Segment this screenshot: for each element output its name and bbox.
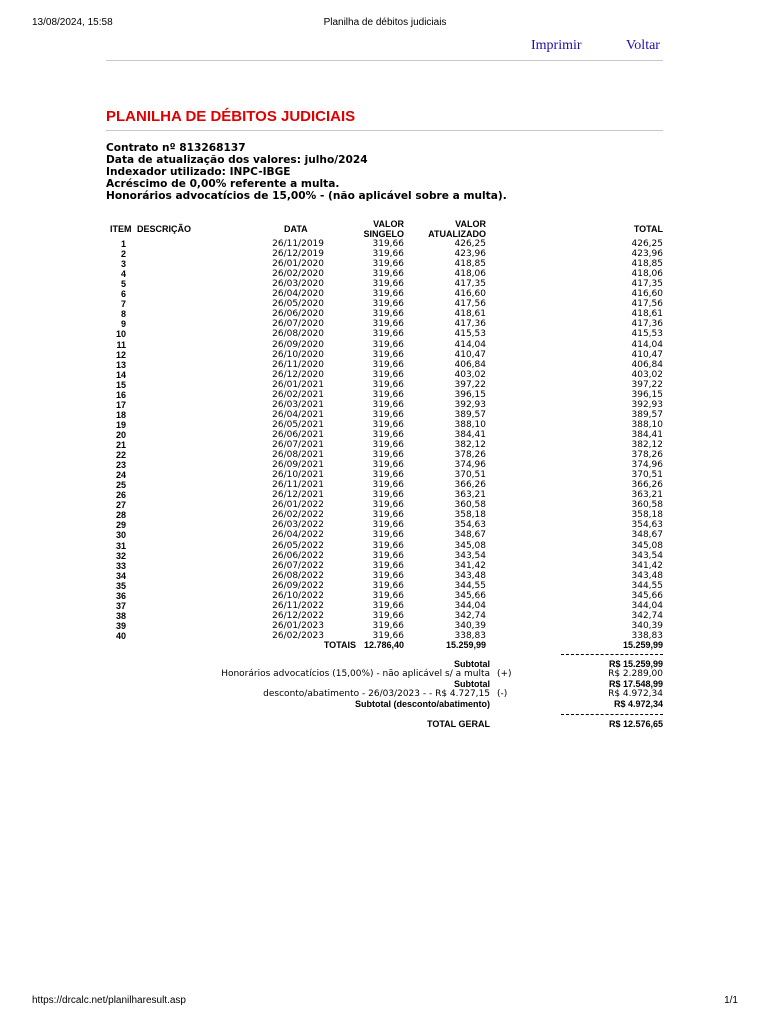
row-total: 338,83	[631, 630, 663, 641]
row-data: 26/11/2021	[272, 480, 324, 491]
row-total: 417,56	[631, 299, 663, 310]
table-row	[0, 581, 768, 591]
row-valor-atualizado: 415,53	[454, 329, 486, 340]
row-data: 26/10/2021	[272, 470, 324, 481]
row-item: 35	[115, 580, 126, 591]
row-valor-atualizado: 378,26	[454, 450, 486, 461]
row-data: 26/10/2020	[272, 349, 324, 360]
row-valor-atualizado: 354,63	[454, 520, 486, 531]
row-item: 12	[115, 349, 126, 360]
totals-label: TOTAIS	[323, 640, 356, 650]
honorarios-value: R$ 2.289,00	[608, 669, 663, 679]
desconto-sign: (-)	[497, 689, 508, 699]
row-valor-atualizado: 358,18	[454, 510, 486, 521]
row-valor-singelo: 319,66	[372, 279, 404, 290]
row-data: 26/01/2020	[272, 259, 324, 270]
back-link[interactable]: Voltar	[626, 38, 660, 53]
row-data: 26/04/2021	[272, 409, 324, 420]
row-valor-singelo: 319,66	[372, 319, 404, 330]
row-valor-atualizado: 410,47	[454, 349, 486, 360]
row-valor-singelo: 319,66	[372, 620, 404, 631]
table-row	[0, 299, 768, 309]
header-valor-atualizado-2: ATUALIZADO	[428, 229, 486, 239]
row-item: 2	[120, 249, 126, 260]
row-total: 374,96	[631, 460, 663, 471]
summary-divider	[561, 654, 663, 655]
header-valor-atualizado-1: VALOR	[455, 219, 486, 229]
table-row	[0, 259, 768, 269]
row-total: 423,96	[631, 249, 663, 260]
row-total: 354,63	[631, 520, 663, 531]
row-valor-atualizado: 403,02	[454, 369, 486, 380]
table-row	[0, 400, 768, 410]
row-valor-singelo: 319,66	[372, 470, 404, 481]
row-total: 384,41	[631, 429, 663, 440]
totals-valor-atualizado: 15.259,99	[445, 640, 486, 650]
row-valor-atualizado: 406,84	[454, 359, 486, 370]
row-total: 343,54	[631, 550, 663, 561]
subtotal-1-label: Subtotal	[454, 659, 490, 669]
row-item: 14	[115, 369, 126, 380]
row-valor-atualizado: 423,96	[454, 249, 486, 260]
row-valor-singelo: 319,66	[372, 419, 404, 430]
subtotal-2	[0, 679, 768, 689]
index-used: Indexador utilizado: INPC-IBGE	[106, 166, 291, 178]
row-valor-singelo: 319,66	[372, 440, 404, 450]
row-valor-atualizado: 382,12	[454, 440, 486, 450]
title-divider	[106, 130, 663, 131]
table-row	[0, 360, 768, 370]
table-row	[0, 460, 768, 470]
desconto-line	[0, 689, 768, 699]
row-valor-singelo: 319,66	[372, 429, 404, 440]
row-valor-singelo: 319,66	[372, 490, 404, 501]
row-item: 31	[115, 540, 126, 551]
table-row	[0, 450, 768, 460]
totals-row	[0, 640, 768, 650]
total-geral-label: TOTAL GERAL	[427, 719, 490, 729]
subtotal-1-value: R$ 15.259,99	[608, 659, 663, 669]
row-total: 344,04	[631, 600, 663, 611]
row-total: 416,60	[631, 289, 663, 300]
header-item: ITEM	[110, 224, 132, 234]
row-data: 26/06/2022	[272, 550, 324, 561]
row-valor-singelo: 319,66	[372, 550, 404, 561]
row-total: 406,84	[631, 359, 663, 370]
row-item: 33	[115, 560, 126, 571]
print-link[interactable]: Imprimir	[531, 38, 582, 53]
print-header	[32, 17, 738, 31]
row-item: 5	[120, 279, 126, 290]
row-valor-singelo: 319,66	[372, 500, 404, 511]
row-valor-singelo: 319,66	[372, 239, 404, 249]
row-data: 26/12/2022	[272, 610, 324, 621]
table-row	[0, 551, 768, 561]
header-data: DATA	[284, 224, 308, 234]
row-data: 26/12/2020	[272, 369, 324, 380]
row-item: 3	[120, 259, 126, 270]
table-row	[0, 440, 768, 450]
row-data: 26/02/2020	[272, 269, 324, 280]
row-data: 26/08/2022	[272, 570, 324, 581]
table-row	[0, 380, 768, 390]
row-valor-atualizado: 388,10	[454, 419, 486, 430]
table-row	[0, 591, 768, 601]
row-valor-singelo: 319,66	[372, 269, 404, 280]
row-item: 9	[120, 319, 126, 330]
row-valor-atualizado: 414,04	[454, 339, 486, 350]
row-total: 403,02	[631, 369, 663, 380]
row-total: 410,47	[631, 349, 663, 360]
row-valor-atualizado: 370,51	[454, 470, 486, 481]
row-valor-singelo: 319,66	[372, 369, 404, 380]
header-descricao: DESCRIÇÃO	[137, 224, 192, 234]
row-valor-singelo: 319,66	[372, 349, 404, 360]
row-item: 36	[115, 590, 126, 601]
row-total: 418,06	[631, 269, 663, 280]
print-timestamp: 13/08/2024, 15:58	[32, 17, 113, 28]
row-item: 40	[115, 630, 126, 641]
subtotal-1	[0, 659, 768, 669]
total-divider	[561, 714, 663, 715]
table-row	[0, 350, 768, 360]
desconto-value: R$ 4.972,34	[608, 689, 663, 699]
row-total: 417,36	[631, 319, 663, 330]
honorarios-line	[0, 669, 768, 679]
totals-total: 15.259,99	[622, 640, 663, 650]
row-item: 15	[115, 379, 126, 390]
row-valor-atualizado: 418,61	[454, 309, 486, 320]
row-item: 8	[120, 309, 126, 320]
table-row	[0, 420, 768, 430]
row-item: 10	[115, 329, 126, 340]
row-valor-atualizado: 426,25	[454, 239, 486, 249]
row-item: 39	[115, 620, 126, 631]
row-valor-atualizado: 341,42	[454, 560, 486, 571]
total-geral	[0, 719, 768, 729]
row-data: 26/06/2021	[272, 429, 324, 440]
row-item: 1	[120, 239, 126, 249]
table-row	[0, 480, 768, 490]
table-row	[0, 249, 768, 259]
row-valor-singelo: 319,66	[372, 580, 404, 591]
row-data: 26/08/2020	[272, 329, 324, 340]
row-item: 18	[115, 409, 126, 420]
row-valor-atualizado: 345,08	[454, 540, 486, 551]
table-row	[0, 279, 768, 289]
row-data: 26/03/2021	[272, 399, 324, 410]
table-row	[0, 571, 768, 581]
table-row	[0, 530, 768, 540]
row-item: 7	[120, 299, 126, 310]
contract-info	[106, 142, 507, 202]
row-valor-atualizado: 366,26	[454, 480, 486, 491]
row-valor-singelo: 319,66	[372, 379, 404, 390]
row-data: 26/10/2022	[272, 590, 324, 601]
row-item: 22	[115, 450, 126, 461]
row-valor-atualizado: 389,57	[454, 409, 486, 420]
row-data: 26/05/2021	[272, 419, 324, 430]
row-item: 4	[120, 269, 126, 280]
row-data: 26/05/2020	[272, 299, 324, 310]
total-geral-value: R$ 12.576,65	[608, 719, 663, 729]
header-valor-singelo-2: SINGELO	[363, 229, 404, 239]
row-valor-atualizado: 344,04	[454, 600, 486, 611]
row-item: 38	[115, 610, 126, 621]
row-valor-singelo: 319,66	[372, 309, 404, 320]
row-total: 341,42	[631, 560, 663, 571]
row-valor-singelo: 319,66	[372, 560, 404, 571]
row-total: 397,22	[631, 379, 663, 390]
row-data: 26/07/2020	[272, 319, 324, 330]
subtotal-desconto-label: Subtotal (desconto/abatimento)	[355, 699, 490, 709]
table-row	[0, 269, 768, 279]
row-total: 340,39	[631, 620, 663, 631]
row-valor-singelo: 319,66	[372, 339, 404, 350]
row-valor-singelo: 319,66	[372, 460, 404, 471]
row-valor-atualizado: 418,85	[454, 259, 486, 270]
row-item: 19	[115, 419, 126, 430]
row-valor-singelo: 319,66	[372, 540, 404, 551]
table-row	[0, 239, 768, 249]
row-total: 414,04	[631, 339, 663, 350]
table-row	[0, 410, 768, 420]
row-total: 360,58	[631, 500, 663, 511]
row-total: 344,55	[631, 580, 663, 591]
row-valor-atualizado: 340,39	[454, 620, 486, 631]
row-data: 26/06/2020	[272, 309, 324, 320]
table-row	[0, 490, 768, 500]
row-valor-atualizado: 417,36	[454, 319, 486, 330]
row-data: 26/05/2022	[272, 540, 324, 551]
row-valor-singelo: 319,66	[372, 359, 404, 370]
table-row	[0, 561, 768, 571]
row-total: 426,25	[631, 239, 663, 249]
row-valor-singelo: 319,66	[372, 610, 404, 621]
row-item: 27	[115, 500, 126, 511]
row-item: 25	[115, 480, 126, 491]
row-item: 34	[115, 570, 126, 581]
row-item: 21	[115, 440, 126, 450]
document-title: PLANILHA DE DÉBITOS JUDICIAIS	[106, 108, 356, 125]
row-valor-singelo: 319,66	[372, 299, 404, 310]
row-valor-singelo: 319,66	[372, 389, 404, 400]
row-valor-atualizado: 342,74	[454, 610, 486, 621]
row-total: 392,93	[631, 399, 663, 410]
row-total: 366,26	[631, 480, 663, 491]
row-total: 415,53	[631, 329, 663, 340]
row-valor-atualizado: 338,83	[454, 630, 486, 641]
row-total: 358,18	[631, 510, 663, 521]
row-valor-singelo: 319,66	[372, 450, 404, 461]
row-data: 26/02/2021	[272, 389, 324, 400]
row-data: 26/09/2020	[272, 339, 324, 350]
contract-number: Contrato nº 813268137	[106, 142, 246, 154]
table-row	[0, 430, 768, 440]
subtotal-2-label: Subtotal	[454, 679, 490, 689]
row-valor-atualizado: 396,15	[454, 389, 486, 400]
row-item: 23	[115, 460, 126, 471]
row-data: 26/12/2019	[272, 249, 324, 260]
row-item: 26	[115, 490, 126, 501]
table-row	[0, 309, 768, 319]
row-item: 28	[115, 510, 126, 521]
row-valor-atualizado: 384,41	[454, 429, 486, 440]
header-valor-singelo-1: VALOR	[373, 219, 404, 229]
row-total: 389,57	[631, 409, 663, 420]
row-data: 26/11/2019	[272, 239, 324, 249]
row-valor-atualizado: 343,48	[454, 570, 486, 581]
row-data: 26/07/2021	[272, 440, 324, 450]
row-valor-singelo: 319,66	[372, 409, 404, 420]
table-row	[0, 340, 768, 350]
row-valor-atualizado: 374,96	[454, 460, 486, 471]
subtotal-desconto	[0, 699, 768, 709]
table-row	[0, 500, 768, 510]
row-data: 26/01/2023	[272, 620, 324, 631]
honorarios-label: Honorários advocatícios (15,00%) - não aplicável s/ a multa	[221, 669, 490, 679]
row-total: 396,15	[631, 389, 663, 400]
honorarios-sign: (+)	[497, 669, 512, 679]
table-row	[0, 621, 768, 631]
table-row	[0, 541, 768, 551]
row-item: 16	[115, 389, 126, 400]
row-item: 30	[115, 530, 126, 541]
row-total: 345,08	[631, 540, 663, 551]
table-row	[0, 329, 768, 339]
row-total: 342,74	[631, 610, 663, 621]
row-total: 382,12	[631, 440, 663, 450]
row-data: 26/08/2021	[272, 450, 324, 461]
row-valor-singelo: 319,66	[372, 570, 404, 581]
row-valor-atualizado: 416,60	[454, 289, 486, 300]
row-total: 348,67	[631, 530, 663, 541]
row-data: 26/11/2022	[272, 600, 324, 611]
row-total: 363,21	[631, 490, 663, 501]
row-total: 370,51	[631, 470, 663, 481]
print-url: https://drcalc.net/planilharesult.asp	[32, 995, 186, 1006]
row-valor-singelo: 319,66	[372, 259, 404, 270]
row-total: 343,48	[631, 570, 663, 581]
row-valor-atualizado: 417,56	[454, 299, 486, 310]
row-total: 417,35	[631, 279, 663, 290]
table-row	[0, 611, 768, 621]
top-divider	[106, 60, 663, 61]
row-item: 11	[116, 339, 126, 350]
table-row	[0, 390, 768, 400]
row-valor-singelo: 319,66	[372, 520, 404, 531]
totals-valor-singelo: 12.786,40	[363, 640, 404, 650]
row-data: 26/03/2022	[272, 520, 324, 531]
table-row	[0, 370, 768, 380]
row-item: 17	[115, 399, 126, 410]
row-valor-atualizado: 343,54	[454, 550, 486, 561]
row-item: 6	[120, 289, 126, 300]
row-data: 26/01/2021	[272, 379, 324, 390]
table-row	[0, 470, 768, 480]
row-item: 29	[115, 520, 126, 531]
row-valor-singelo: 319,66	[372, 510, 404, 521]
table-row	[0, 319, 768, 329]
row-valor-atualizado: 344,55	[454, 580, 486, 591]
row-data: 26/03/2020	[272, 279, 324, 290]
row-valor-singelo: 319,66	[372, 630, 404, 641]
row-valor-singelo: 319,66	[372, 590, 404, 601]
row-valor-singelo: 319,66	[372, 399, 404, 410]
row-total: 418,61	[631, 309, 663, 320]
row-data: 26/09/2021	[272, 460, 324, 471]
row-valor-singelo: 319,66	[372, 600, 404, 611]
row-data: 26/12/2021	[272, 490, 324, 501]
subtotal-2-value: R$ 17.548,99	[608, 679, 663, 689]
row-data: 26/09/2022	[272, 580, 324, 591]
row-valor-singelo: 319,66	[372, 530, 404, 541]
table-row	[0, 289, 768, 299]
subtotal-desconto-value: R$ 4.972,34	[613, 699, 663, 709]
row-valor-atualizado: 392,93	[454, 399, 486, 410]
penalty-note: Acréscimo de 0,00% referente a multa.	[106, 178, 340, 190]
row-valor-atualizado: 397,22	[454, 379, 486, 390]
print-page-number: 1/1	[724, 995, 738, 1006]
row-total: 345,66	[631, 590, 663, 601]
row-valor-singelo: 319,66	[372, 289, 404, 300]
row-valor-atualizado: 363,21	[454, 490, 486, 501]
desconto-label: desconto/abatimento - 26/03/2023 - - R$ 4.727,15	[263, 689, 490, 699]
row-valor-atualizado: 345,66	[454, 590, 486, 601]
row-valor-singelo: 319,66	[372, 249, 404, 260]
row-data: 26/01/2022	[272, 500, 324, 511]
row-data: 26/02/2023	[272, 630, 324, 641]
row-valor-singelo: 319,66	[372, 480, 404, 491]
table-row	[0, 510, 768, 520]
row-data: 26/11/2020	[272, 359, 324, 370]
row-item: 13	[115, 359, 126, 370]
row-total: 418,85	[631, 259, 663, 270]
row-item: 20	[115, 429, 126, 440]
row-valor-atualizado: 348,67	[454, 530, 486, 541]
row-data: 26/02/2022	[272, 510, 324, 521]
update-date: Data de atualização dos valores: julho/2024	[106, 154, 368, 166]
row-item: 24	[115, 470, 126, 481]
row-data: 26/04/2020	[272, 289, 324, 300]
row-total: 388,10	[631, 419, 663, 430]
row-total: 378,26	[631, 450, 663, 461]
row-data: 26/07/2022	[272, 560, 324, 571]
row-valor-atualizado: 417,35	[454, 279, 486, 290]
table-row	[0, 601, 768, 611]
row-item: 32	[115, 550, 126, 561]
row-valor-atualizado: 360,58	[454, 500, 486, 511]
row-data: 26/04/2022	[272, 530, 324, 541]
table-row	[0, 520, 768, 530]
print-page-title: Planilha de débitos judiciais	[323, 17, 447, 28]
row-valor-atualizado: 418,06	[454, 269, 486, 280]
row-item: 37	[115, 600, 126, 611]
row-valor-singelo: 319,66	[372, 329, 404, 340]
header-total: TOTAL	[633, 224, 663, 234]
fees-note: Honorários advocatícios de 15,00% - (não aplicável sobre a multa).	[106, 190, 507, 202]
